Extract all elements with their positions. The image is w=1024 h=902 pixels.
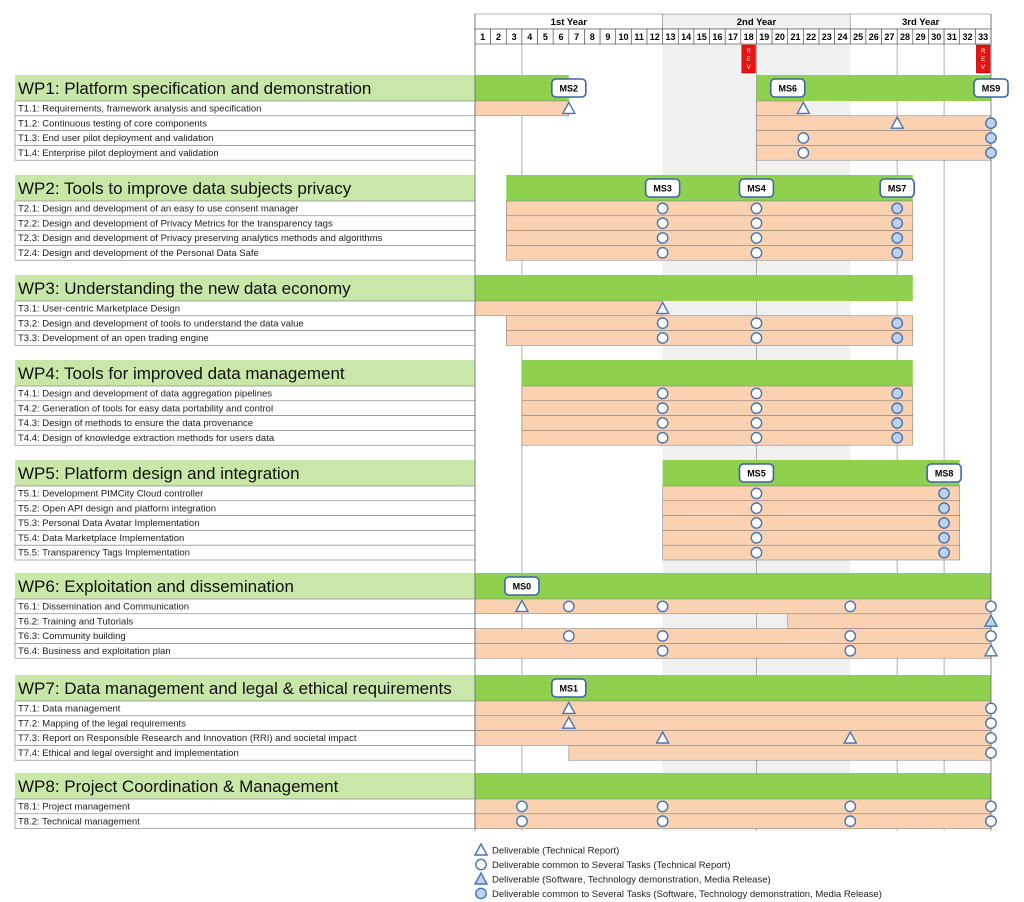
task-label: T2.1: Design and development of an easy to use consent manager [18, 203, 299, 215]
workpackage-bar [522, 360, 913, 386]
milestone-label: MS5 [747, 468, 766, 479]
shared-deliverable-report-icon [798, 133, 808, 143]
legend-label: Deliverable (Software, Technology demonstration, Media Release) [492, 874, 771, 886]
legend-label: Deliverable (Technical Report) [492, 845, 620, 857]
shared-deliverable-report-icon [751, 533, 761, 543]
task-bar [475, 101, 569, 116]
month-label: 23 [821, 32, 832, 42]
workpackage-title: WP6: Exploitation and dissemination [18, 577, 294, 596]
shared-deliverable-report-icon [657, 218, 667, 228]
shared-deliverable-software-icon [939, 488, 949, 498]
month-label: 2 [495, 32, 501, 42]
month-label: 16 [712, 32, 723, 42]
shared-deliverable-report-icon [751, 518, 761, 528]
task-label: T7.4: Ethical and legal oversight and implementation [18, 747, 239, 759]
month-label: 11 [634, 32, 644, 42]
task-label: T1.1: Requirements, framework analysis and specification [18, 103, 262, 115]
task-bar [506, 245, 913, 260]
task-bar [663, 486, 960, 501]
legend-circle-filled-icon [476, 888, 486, 898]
shared-deliverable-report-icon [986, 718, 996, 728]
shared-deliverable-report-icon [986, 748, 996, 758]
task-bar [788, 614, 991, 629]
shared-deliverable-report-icon [657, 233, 667, 243]
task-label: T4.3: Design of methods to ensure the data provenance [18, 418, 254, 430]
year-label: 1st Year [550, 17, 587, 28]
task-label: T8.2: Technical management [18, 816, 140, 828]
milestone-label: MS1 [559, 683, 579, 694]
workpackage-5 [15, 460, 960, 560]
task-label: T1.2: Continuous testing of core components [18, 118, 208, 130]
shared-deliverable-report-icon [986, 801, 996, 811]
task-label: T7.2: Mapping of the legal requirements [18, 718, 186, 730]
month-label: 17 [727, 32, 739, 42]
review-letter: V [981, 65, 986, 71]
shared-deliverable-report-icon [845, 801, 855, 811]
shared-deliverable-report-icon [657, 631, 667, 641]
task-label: T6.3: Community building [18, 631, 126, 643]
month-label: 21 [790, 32, 801, 42]
shared-deliverable-report-icon [751, 433, 761, 443]
month-label: 15 [696, 32, 707, 42]
workpackage-title: WP5: Platform design and integration [18, 464, 300, 483]
shared-deliverable-software-icon [892, 403, 902, 413]
task-label: T2.4: Design and development of the Personal Data Safe [18, 247, 259, 259]
month-label: 9 [605, 32, 611, 42]
workpackage-bar [475, 773, 991, 799]
month-label: 8 [589, 32, 595, 42]
workpackage-bar [475, 275, 913, 301]
month-label: 4 [527, 32, 533, 42]
task-label: T5.4: Data Marketplace Implementation [18, 532, 185, 544]
shared-deliverable-report-icon [751, 333, 761, 343]
task-bar [756, 101, 803, 116]
task-bar [663, 501, 960, 516]
task-bar [756, 131, 991, 146]
milestone-label: MS3 [653, 183, 672, 194]
task-label: T2.3: Design and development of Privacy preserving analytics methods and algorithms [18, 233, 383, 245]
month-label: 12 [649, 32, 660, 42]
shared-deliverable-report-icon [657, 816, 667, 826]
month-label: 24 [837, 32, 848, 42]
task-label: T6.2: Training and Tutorials [18, 616, 134, 628]
legend-label: Deliverable common to Several Tasks (Software, Technology demonstration, Media Release) [492, 889, 882, 900]
task-label: T5.2: Open API design and platform integration [18, 503, 217, 515]
shared-deliverable-report-icon [751, 418, 761, 428]
milestone-label: MS0 [512, 581, 532, 592]
shared-deliverable-software-icon [986, 133, 996, 143]
shared-deliverable-software-icon [892, 248, 902, 258]
legend-triangle-open-icon [475, 844, 487, 855]
shared-deliverable-report-icon [657, 333, 667, 343]
month-label: 18 [743, 32, 754, 42]
task-bar [475, 799, 991, 814]
task-bar [522, 416, 913, 431]
month-label: 20 [774, 32, 785, 42]
shared-deliverable-report-icon [986, 631, 996, 641]
shared-deliverable-report-icon [657, 388, 667, 398]
month-label: 27 [884, 32, 895, 42]
workpackage-title: WP8: Project Coordination & Management [18, 777, 339, 796]
task-bar [475, 599, 991, 614]
task-bar [475, 301, 663, 316]
workpackage-1 [15, 75, 991, 160]
workpackage-6 [15, 573, 991, 658]
workpackage-title: WP1: Platform specification and demonstration [18, 79, 372, 98]
task-label: T6.4: Business and exploitation plan [18, 645, 171, 657]
milestone-label: MS8 [934, 468, 954, 479]
month-label: 31 [946, 32, 957, 42]
shared-deliverable-software-icon [892, 233, 902, 243]
task-label: T7.3: Report on Responsible Research and Innovation (RRI) and societal impact [18, 733, 357, 745]
month-label: 29 [915, 32, 926, 42]
shared-deliverable-software-icon [939, 547, 949, 557]
legend-triangle-filled-icon [475, 873, 487, 884]
shared-deliverable-report-icon [657, 433, 667, 443]
shared-deliverable-report-icon [657, 646, 667, 656]
month-label: 7 [574, 32, 580, 42]
task-label: T3.3: Development of an open trading engine [18, 333, 209, 345]
shared-deliverable-report-icon [845, 816, 855, 826]
month-label: 5 [542, 32, 548, 42]
shared-deliverable-software-icon [939, 503, 949, 513]
shared-deliverable-software-icon [892, 418, 902, 428]
shared-deliverable-report-icon [751, 403, 761, 413]
task-label: T1.3: End user pilot deployment and validation [18, 133, 214, 145]
shared-deliverable-report-icon [751, 233, 761, 243]
shared-deliverable-report-icon [564, 601, 574, 611]
shared-deliverable-software-icon [939, 518, 949, 528]
shared-deliverable-report-icon [986, 733, 996, 743]
shared-deliverable-report-icon [657, 418, 667, 428]
task-bar [475, 701, 991, 716]
task-bar [756, 116, 991, 131]
review-letter: E [981, 57, 986, 63]
milestone-label: MS9 [981, 83, 1001, 94]
shared-deliverable-report-icon [845, 601, 855, 611]
year-label: 3rd Year [901, 17, 940, 28]
task-label: T7.1: Data management [18, 703, 121, 715]
shared-deliverable-software-icon [892, 218, 902, 228]
task-bar [569, 745, 991, 760]
review-letter: E [746, 57, 751, 63]
shared-deliverable-report-icon [657, 403, 667, 413]
shared-deliverable-software-icon [892, 318, 902, 328]
task-bar [663, 545, 960, 560]
shared-deliverable-report-icon [845, 631, 855, 641]
month-label: 1 [480, 32, 486, 42]
shared-deliverable-software-icon [892, 333, 902, 343]
shared-deliverable-report-icon [517, 816, 527, 826]
month-label: 26 [868, 32, 879, 42]
shared-deliverable-report-icon [657, 203, 667, 213]
review-letter: V [746, 65, 751, 71]
shared-deliverable-report-icon [751, 203, 761, 213]
shared-deliverable-software-icon [939, 533, 949, 543]
shared-deliverable-report-icon [657, 248, 667, 258]
task-label: T4.2: Generation of tools for easy data portability and control [18, 403, 274, 415]
task-label: T5.3: Personal Data Avatar Implementation [18, 518, 200, 530]
month-label: 13 [665, 32, 676, 42]
shared-deliverable-software-icon [986, 148, 996, 158]
month-label: 32 [962, 32, 973, 42]
shared-deliverable-software-icon [892, 203, 902, 213]
task-bar [475, 731, 991, 746]
shared-deliverable-report-icon [657, 318, 667, 328]
workpackage-title: WP7: Data management and legal & ethical requirements [18, 679, 452, 698]
review-letter: R [746, 49, 751, 55]
review-letter: R [981, 49, 986, 55]
month-label: 33 [978, 32, 989, 42]
milestone-label: MS4 [747, 183, 766, 194]
milestone-label: MS7 [887, 183, 907, 194]
task-label: T2.2: Design and development of Privacy Metrics for the transparency tags [18, 218, 333, 230]
workpackage-bar [506, 175, 913, 201]
shared-deliverable-report-icon [657, 801, 667, 811]
task-bar [475, 716, 991, 731]
shared-deliverable-software-icon [892, 388, 902, 398]
task-label: T4.4: Design of knowledge extraction methods for users data [18, 432, 275, 444]
month-label: 25 [853, 32, 864, 42]
task-bar [506, 201, 913, 216]
shared-deliverable-report-icon [751, 488, 761, 498]
task-label: T3.1: User-centric Marketplace Design [18, 303, 181, 315]
month-label: 30 [931, 32, 942, 42]
task-bar [663, 530, 960, 545]
milestone-label: MS2 [559, 83, 579, 94]
task-label: T5.5: Transparency Tags Implementation [18, 547, 190, 559]
shared-deliverable-report-icon [986, 816, 996, 826]
month-label: 3 [511, 32, 517, 42]
shared-deliverable-report-icon [751, 388, 761, 398]
task-bar [756, 145, 991, 160]
month-label: 14 [681, 32, 692, 42]
shared-deliverable-report-icon [986, 703, 996, 713]
legend-circle-open-icon [476, 859, 486, 869]
shared-deliverable-report-icon [986, 601, 996, 611]
year-label: 2nd Year [736, 17, 777, 28]
task-label: T3.2: Design and development of tools to understand the data value [18, 318, 304, 330]
task-bar [663, 516, 960, 531]
shared-deliverable-report-icon [845, 646, 855, 656]
workpackage-bar [475, 573, 991, 599]
workpackage-bar [663, 460, 960, 486]
workpackage-7 [15, 675, 991, 760]
task-bar [522, 430, 913, 445]
shared-deliverable-report-icon [751, 248, 761, 258]
legend-label: Deliverable common to Several Tasks (Technical Report) [492, 860, 731, 871]
month-label: 22 [806, 32, 817, 42]
task-label: T5.1: Development PIMCity Cloud controller [18, 488, 204, 500]
task-bar [475, 629, 991, 644]
workpackage-2 [15, 175, 913, 260]
shared-deliverable-report-icon [751, 547, 761, 557]
task-bar [506, 331, 913, 346]
task-label: T6.1: Dissemination and Communication [18, 601, 190, 613]
workpackage-title: WP2: Tools to improve data subjects privacy [18, 179, 352, 198]
shared-deliverable-report-icon [517, 801, 527, 811]
shared-deliverable-report-icon [751, 503, 761, 513]
shared-deliverable-software-icon [986, 118, 996, 128]
task-bar [522, 401, 913, 416]
task-bar [506, 231, 913, 246]
month-label: 10 [618, 32, 629, 42]
task-bar [506, 316, 913, 331]
workpackage-title: WP4: Tools for improved data management [18, 364, 345, 383]
task-bar [475, 814, 991, 829]
task-bar [522, 386, 913, 401]
shared-deliverable-software-icon [892, 433, 902, 443]
shared-deliverable-report-icon [798, 148, 808, 158]
workpackage-4 [15, 360, 913, 445]
workpackage-title: WP3: Understanding the new data economy [18, 279, 351, 298]
task-label: T4.1: Design and development of data aggregation pipelines [18, 388, 273, 400]
milestone-label: MS6 [778, 83, 797, 94]
task-label: T8.1: Project management [18, 801, 130, 813]
shared-deliverable-report-icon [751, 218, 761, 228]
month-label: 19 [759, 32, 770, 42]
month-label: 6 [558, 32, 564, 42]
shared-deliverable-report-icon [657, 601, 667, 611]
shared-deliverable-report-icon [751, 318, 761, 328]
month-label: 28 [899, 32, 911, 42]
task-label: T1.4: Enterprise pilot deployment and validation [18, 147, 219, 159]
task-bar [506, 216, 913, 231]
shared-deliverable-report-icon [564, 631, 574, 641]
task-bar [475, 643, 991, 658]
